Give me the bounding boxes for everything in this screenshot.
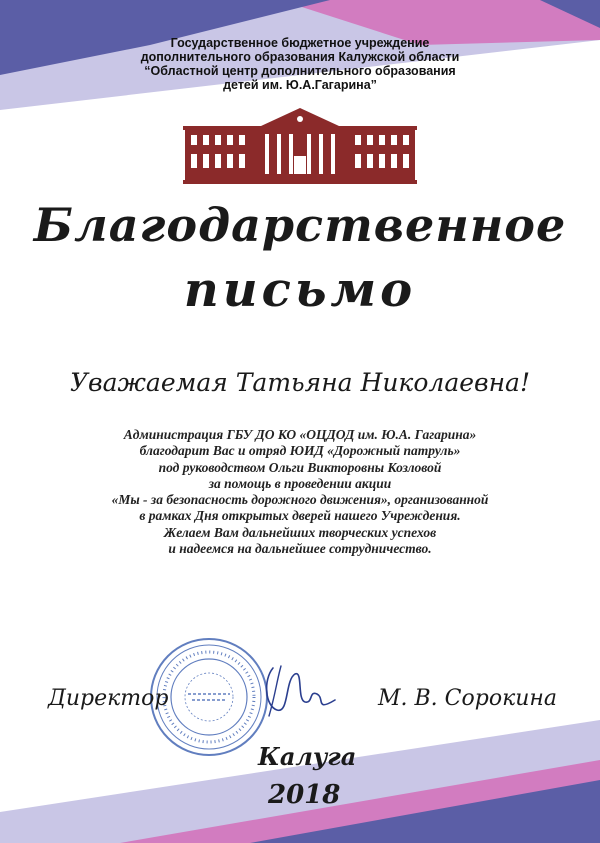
body-line: благодарит Вас и отряд ЮИД «Дорожный патруль» bbox=[139, 443, 461, 459]
handwritten-signature bbox=[255, 660, 345, 724]
header-line-4: детей им. Ю.А.Гагарина” bbox=[223, 78, 377, 92]
letter-body bbox=[50, 427, 550, 557]
body-line: под руководством Ольги Викторовны Козловой bbox=[158, 459, 442, 475]
letter-title-line-1: Благодарственное bbox=[33, 198, 567, 252]
greeting: Уважаемая Татьяна Николаевна! bbox=[69, 368, 530, 397]
year-of-issue: 2018 bbox=[268, 780, 341, 810]
body-line: Администрация ГБУ ДО КО «ОЦДОД им. Ю.А. Гагарина» bbox=[123, 427, 477, 442]
signatory-position: Директор bbox=[48, 686, 169, 711]
body-line: Желаем Вам дальнейших творческих успехов bbox=[163, 524, 437, 540]
place-of-issue: Калуга bbox=[258, 742, 357, 771]
body-line: и надеемся на дальнейшее сотрудничество. bbox=[168, 541, 432, 557]
signatory-name: М. В. Сорокина bbox=[378, 686, 557, 711]
building-logo bbox=[183, 104, 417, 186]
body-line: за помощь в проведении акции bbox=[208, 475, 392, 491]
header-line-3: “Областной центр дополнительного образования bbox=[144, 64, 456, 78]
institution-header bbox=[40, 36, 560, 92]
header-line-2: дополнительного образования Калужской области bbox=[140, 50, 460, 64]
header-line-1: Государственное бюджетное учреждение bbox=[170, 36, 430, 50]
body-line: в рамках Дня открытых дверей нашего Учреждения. bbox=[139, 508, 461, 524]
body-line: «Мы - за безопасность дорожного движения», организованной bbox=[111, 492, 489, 508]
letter-title-line-2: письмо bbox=[183, 262, 417, 318]
